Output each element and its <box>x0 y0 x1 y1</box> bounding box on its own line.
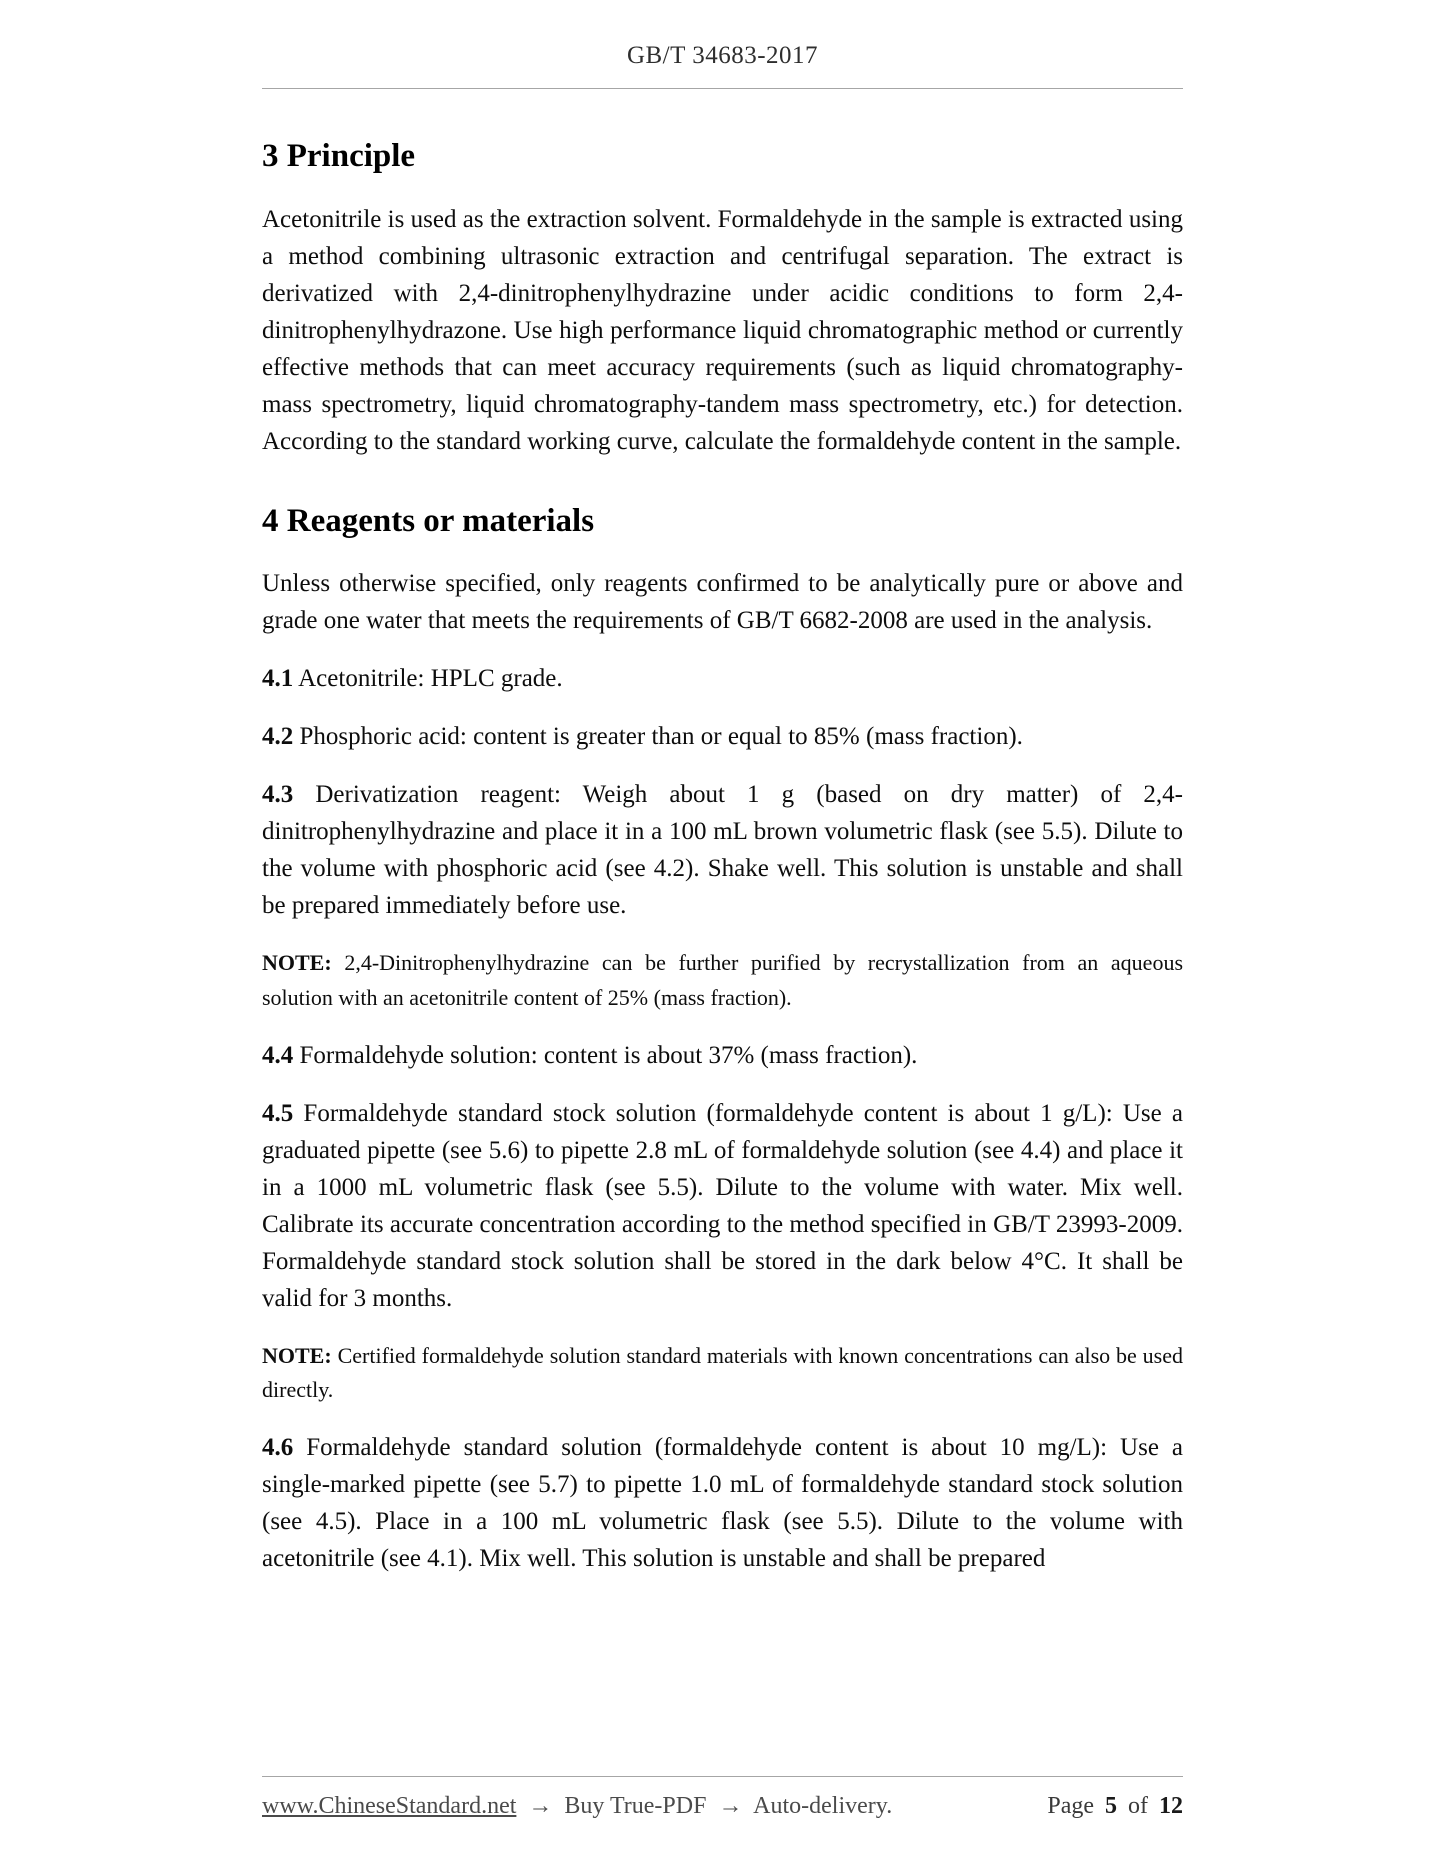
note-label: NOTE: <box>262 950 332 976</box>
note-4-3 <box>262 946 1183 1015</box>
clause-text: Formaldehyde standard stock solution (formaldehyde content is about 1 g/L): Use a graduated pipette (see 5.6) to pipette 2.8 mL of formaldehyde solution (see 4.4) and place it in a 1000 mL volumetric flask (see 5.5). Dilute to the volume with water. Mix well. Calibrate its accurate concentration according to the method specified in GB/T 23993-2009. Formaldehyde standard stock solution shall be stored in the dark below 4°C. It shall be valid for 3 months. <box>262 1099 1184 1312</box>
clause-text: Acetonitrile: HPLC grade. <box>298 665 563 693</box>
page-footer <box>262 1776 1183 1820</box>
clause-number: 4.6 <box>262 1434 294 1462</box>
clause-4-5 <box>262 1095 1183 1317</box>
buy-true-pdf-text: Buy True-PDF <box>564 1793 707 1819</box>
clause-text: Derivatization reagent: Weigh about 1 g (based on dry matter) of 2,4-dinitrophenylhydrazine and place it in a 100 mL brown volumetric flask (see 5.5). Dilute to the volume with phosphoric acid (see 4.2). Shake well. This solution is unstable and shall be prepared immediately before use. <box>262 781 1183 920</box>
clause-4-2 <box>262 718 1183 755</box>
clause-text: Phosphoric acid: content is greater than or equal to 85% (mass fraction). <box>299 723 1023 751</box>
clause-4-4 <box>262 1037 1183 1074</box>
reagents-intro-paragraph: Unless otherwise specified, only reagents confirmed to be analytically pure or above and grade one water that meets the requirements of GB/T 6682-2008 are used in the analysis. <box>262 570 1183 635</box>
note-label: NOTE: <box>262 1342 332 1368</box>
page-indicator <box>1042 1793 1183 1820</box>
note-text: Certified formaldehyde solution standard materials with known concentrations can also be used directly. <box>262 1342 1184 1403</box>
note-4-5 <box>262 1339 1183 1408</box>
clause-number: 4.4 <box>262 1041 294 1069</box>
clause-text: Formaldehyde standard solution (formaldehyde content is about 10 mg/L): Use a single-marked pipette (see 5.7) to pipette 1.0 mL of formaldehyde standard stock solution (see 4.5). Place in a 100 mL volumetric flask (see 5.5). Dilute to the volume with acetonitrile (see 4.1). Mix well. This solution is unstable and shall be prepared <box>262 1434 1183 1573</box>
document-number: GB/T 34683-2017 <box>626 42 819 69</box>
page-label: Page <box>1047 1793 1094 1819</box>
clause-number: 4.2 <box>262 723 294 751</box>
arrow-icon: → <box>528 1793 553 1819</box>
arrow-icon: → <box>718 1793 743 1819</box>
clause-number: 4.5 <box>262 1099 294 1127</box>
section-heading-reagents: 4 Reagents or materials <box>262 502 595 539</box>
section-heading-principle: 3 Principle <box>262 138 416 174</box>
clause-number: 4.1 <box>262 665 294 693</box>
principle-paragraph: Acetonitrile is used as the extraction solvent. Formaldehyde in the sample is extracted using a method combining ultrasonic extraction and centrifugal separation. The extract is derivatized with 2,4-dinitrophenylhydrazine under acidic conditions to form 2,4-dinitrophenylhydrazone. Use high performance liquid chromatographic method or currently effective methods that can meet accuracy requirements (such as liquid chromatography-mass spectrometry, liquid chromatography-tandem mass spectrometry, etc.) for detection. According to the standard working curve, calculate the formaldehyde content in the sample. <box>262 205 1183 455</box>
document-content <box>262 89 1183 1577</box>
page-total: 12 <box>1159 1793 1183 1819</box>
site-link[interactable]: www.ChineseStandard.net <box>262 1793 517 1819</box>
page-header <box>262 42 1183 89</box>
clause-4-6 <box>262 1429 1183 1577</box>
page-number: 5 <box>1105 1793 1117 1819</box>
footer-source-line <box>262 1793 892 1820</box>
clause-4-3 <box>262 776 1183 924</box>
of-label: of <box>1128 1793 1148 1819</box>
clause-text: Formaldehyde solution: content is about 37% (mass fraction). <box>299 1041 918 1069</box>
auto-delivery-text: Auto-delivery. <box>753 1793 893 1819</box>
clause-4-1 <box>262 660 1183 697</box>
note-text: 2,4-Dinitrophenylhydrazine can be further purified by recrystallization from an aqueous solution with an acetonitrile content of 25% (mass fraction). <box>262 950 1184 1010</box>
clause-number: 4.3 <box>262 781 294 809</box>
